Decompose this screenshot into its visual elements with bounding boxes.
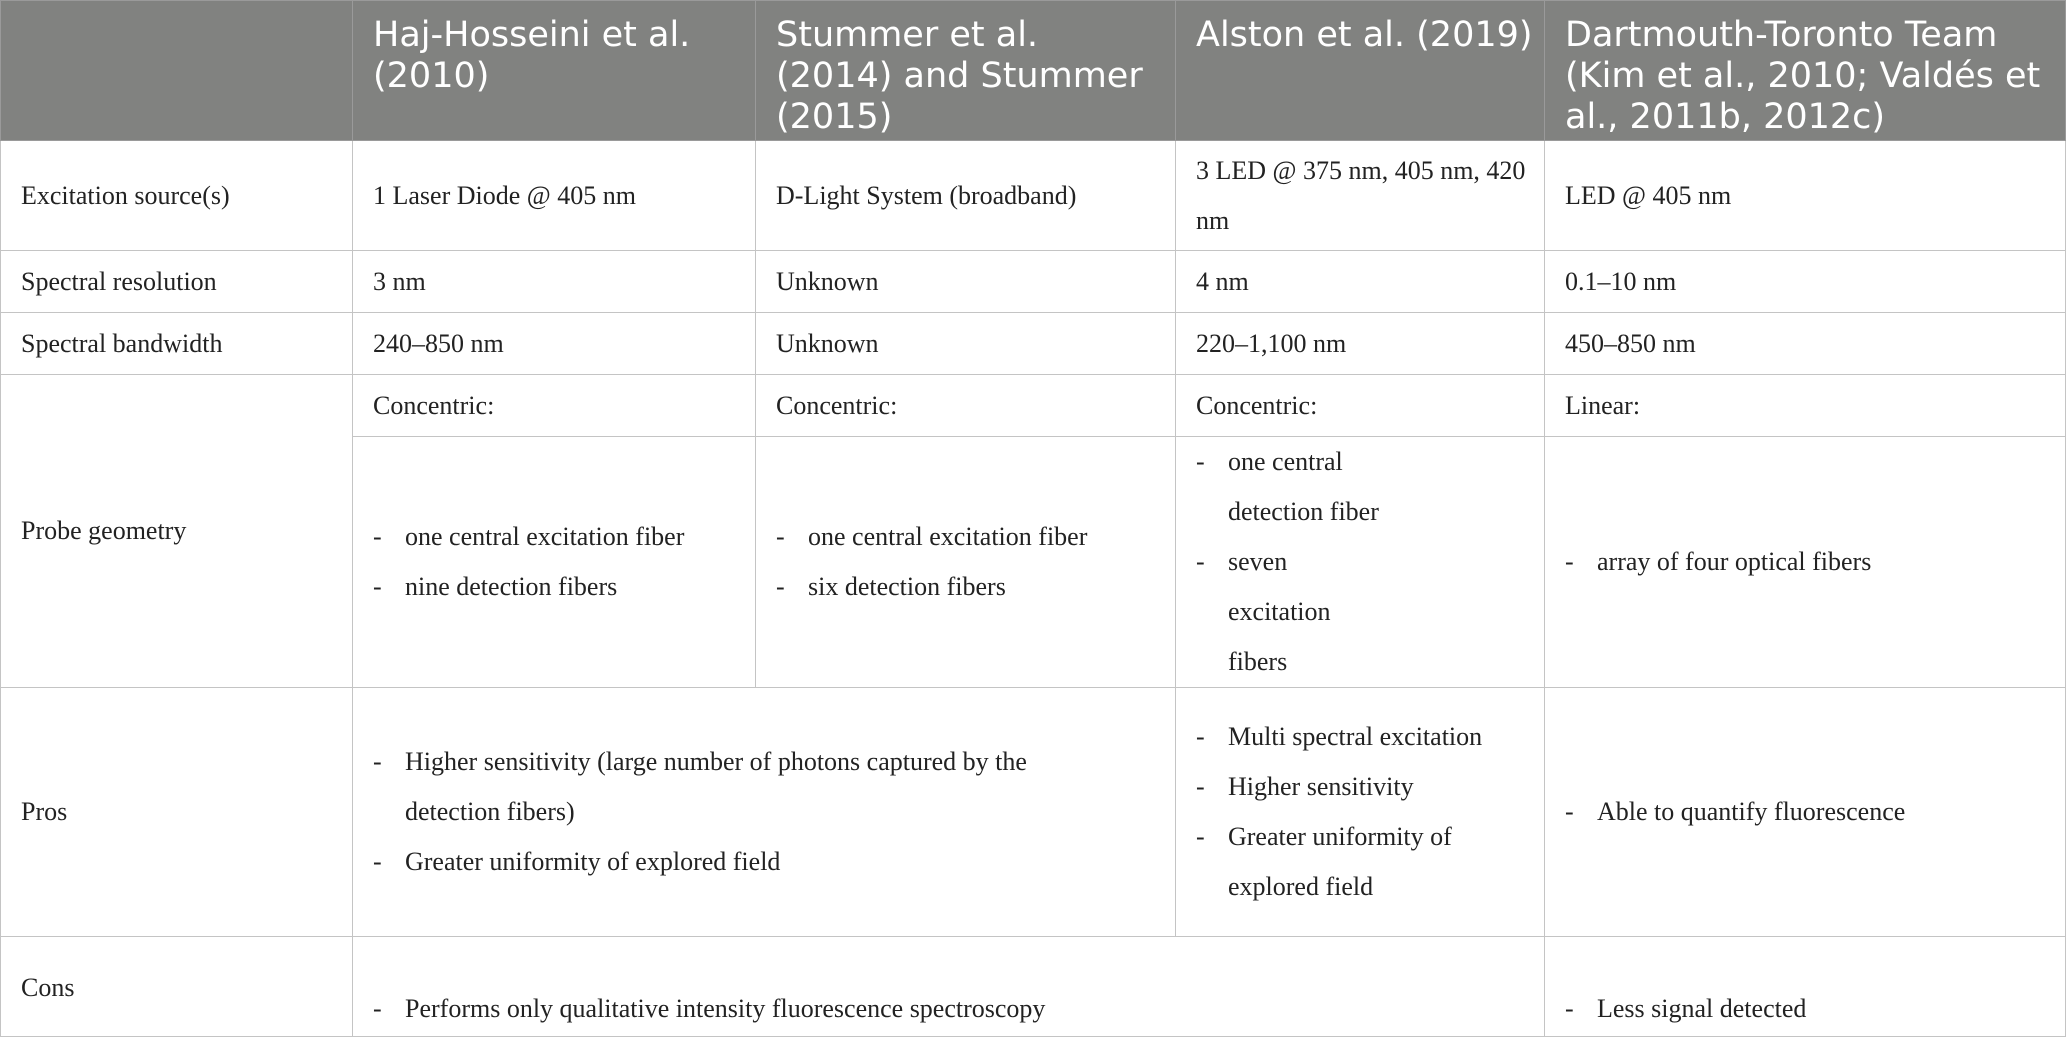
- cell-cons-dartmouth: [1545, 937, 2066, 1037]
- bullet-list: [373, 737, 1103, 887]
- cell-pros-haj-stummer: [353, 688, 1176, 937]
- header-stummer: Stummer et al. (2014) and Stummer (2015): [756, 1, 1176, 141]
- row-label-bandwidth: Spectral bandwidth: [1, 313, 353, 375]
- cell-probe-type-dartmouth: Linear:: [1545, 375, 2066, 437]
- bullet-list: [1565, 537, 2065, 587]
- cell-probe-type-stummer: Concentric:: [756, 375, 1176, 437]
- cell-bandwidth-stummer: Unknown: [756, 313, 1176, 375]
- cell-probe-type-haj: Concentric:: [353, 375, 756, 437]
- bullet-list: [1196, 437, 1396, 687]
- row-spectral-resolution: [1, 251, 2066, 313]
- row-spectral-bandwidth: [1, 313, 2066, 375]
- header-row: [1, 1, 2066, 141]
- row-probe-geometry: [1, 375, 2066, 437]
- cell-resolution-haj: 3 nm: [353, 251, 756, 313]
- row-label-probe: Probe geometry: [1, 375, 353, 688]
- row-label-cons: Cons: [1, 937, 353, 1037]
- cell-bandwidth-haj: 240–850 nm: [353, 313, 756, 375]
- list-item: - Higher sensitivity (large number of photons captured by the detection fibers): [373, 737, 1103, 837]
- list-item: - one central excitation fiber: [776, 512, 1175, 562]
- cell-excitation-dartmouth: LED @ 405 nm: [1545, 141, 2066, 251]
- row-pros: [1, 688, 2066, 937]
- list-item: - Performs only qualitative intensity fluorescence spectroscopy: [373, 984, 1544, 1034]
- list-item: - Greater uniformity of explored field: [1196, 812, 1544, 912]
- list-item: - Able to quantify fluorescence: [1565, 787, 2065, 837]
- row-label-excitation: Excitation source(s): [1, 141, 353, 251]
- list-item: - Higher sensitivity: [1196, 762, 1544, 812]
- bullet-list: [1565, 787, 2065, 837]
- list-item: - one central detection fiber: [1196, 437, 1396, 537]
- header-alston: Alston et al. (2019): [1176, 1, 1545, 141]
- list-item: - Multi spectral excitation: [1196, 712, 1544, 762]
- list-item: - Greater uniformity of explored field: [373, 837, 1103, 887]
- bullet-list: [776, 512, 1175, 612]
- list-item: - array of four optical fibers: [1565, 537, 2065, 587]
- bullet-list: [1196, 712, 1544, 912]
- row-label-resolution: Spectral resolution: [1, 251, 353, 313]
- row-excitation-source: [1, 141, 2066, 251]
- cell-resolution-stummer: Unknown: [756, 251, 1176, 313]
- row-cons: [1, 937, 2066, 1037]
- cell-resolution-alston: 4 nm: [1176, 251, 1545, 313]
- header-dartmouth-toronto: Dartmouth-Toronto Team (Kim et al., 2010; Valdés et al., 2011b, 2012c): [1545, 1, 2066, 141]
- bullet-list: [1565, 984, 2065, 1034]
- list-item: - nine detection fibers: [373, 562, 755, 612]
- bullet-list: [373, 512, 755, 612]
- cell-excitation-haj: 1 Laser Diode @ 405 nm: [353, 141, 756, 251]
- cell-resolution-dartmouth: 0.1–10 nm: [1545, 251, 2066, 313]
- cell-probe-list-dartmouth: [1545, 437, 2066, 688]
- cell-pros-alston: [1176, 688, 1545, 937]
- list-item: - Less signal detected: [1565, 984, 2065, 1034]
- bullet-list: [373, 984, 1544, 1034]
- list-item: - seven excitation fibers: [1196, 537, 1396, 687]
- cell-probe-list-haj: [353, 437, 756, 688]
- row-label-pros: Pros: [1, 688, 353, 937]
- cell-probe-list-stummer: [756, 437, 1176, 688]
- cell-excitation-stummer: D-Light System (broadband): [756, 141, 1176, 251]
- list-item: - one central excitation fiber: [373, 512, 755, 562]
- cell-bandwidth-dartmouth: 450–850 nm: [1545, 313, 2066, 375]
- list-item: - six detection fibers: [776, 562, 1175, 612]
- cell-pros-dartmouth: [1545, 688, 2066, 937]
- header-corner: [1, 1, 353, 141]
- cell-cons-haj-stummer-alston: [353, 937, 1545, 1037]
- cell-probe-type-alston: Concentric:: [1176, 375, 1545, 437]
- header-haj-hosseini: Haj-Hosseini et al. (2010): [353, 1, 756, 141]
- cell-bandwidth-alston: 220–1,100 nm: [1176, 313, 1545, 375]
- cell-probe-list-alston: [1176, 437, 1545, 688]
- cell-excitation-alston: 3 LED @ 375 nm, 405 nm, 420 nm: [1176, 141, 1545, 251]
